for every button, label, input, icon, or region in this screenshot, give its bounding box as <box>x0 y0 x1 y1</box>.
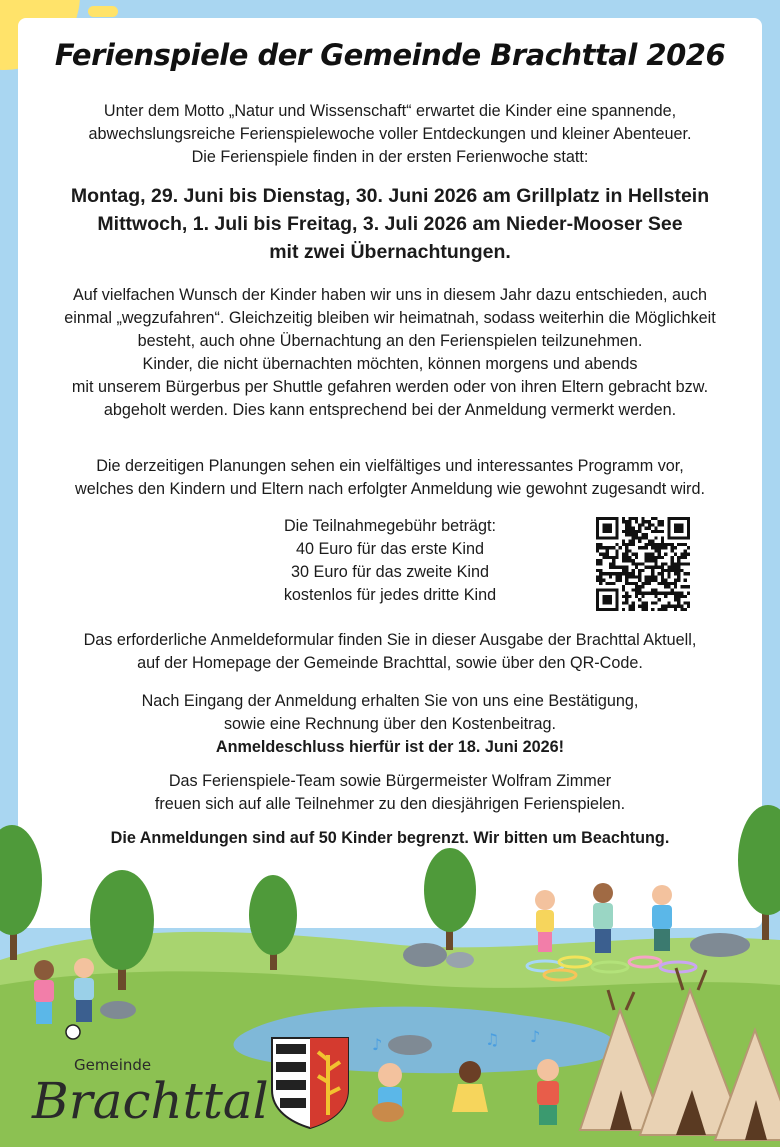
text-line: Das erforderliche Anmeldeformular finden Sie in dieser Ausgabe der Brachttal Aktuell, <box>83 631 697 649</box>
text-line: abwechslungsreiche Ferienspielewoche voller Entdeckungen und kleiner Abenteuer. <box>88 125 692 143</box>
qr-code[interactable] <box>596 517 690 611</box>
text-line: auf der Homepage der Gemeinde Brachttal, sowie über den QR-Code. <box>137 654 643 672</box>
text-line: Das Ferienspiele-Team sowie Bürgermeister Wolfram Zimmer <box>168 772 612 790</box>
text-line: Unter dem Motto „Natur und Wissenschaft“ erwartet die Kinder eine spannende, <box>103 102 677 120</box>
confirmation-paragraph <box>20 690 760 759</box>
form-paragraph <box>20 629 760 675</box>
svg-text:♪: ♪ <box>530 1027 541 1046</box>
fee-line: Die Teilnahmegebühr beträgt: <box>283 517 497 535</box>
text-line: Nach Eingang der Anmeldung erhalten Sie von uns eine Bestätigung, <box>141 692 639 710</box>
tree <box>738 805 780 940</box>
kid-figure <box>652 885 672 951</box>
info-paragraph <box>20 284 760 422</box>
kid-figure <box>593 883 613 953</box>
kid-figure <box>537 1059 559 1125</box>
text-line: Die Ferienspiele finden in der ersten Ferienwoche statt: <box>191 148 589 166</box>
gemeinde-logo <box>30 1040 270 1130</box>
svg-text:♪: ♪ <box>372 1035 383 1054</box>
fee-line: kostenlos für jedes dritte Kind <box>283 586 497 604</box>
date-line: mit zwei Übernachtungen. <box>269 241 511 263</box>
text-line: besteht, auch ohne Übernachtung an den Ferienspielen teilzunehmen. <box>137 332 643 350</box>
text-line: Auf vielfachen Wunsch der Kinder haben wir uns in diesem Jahr dazu entschieden, auch <box>72 286 708 304</box>
greeting-paragraph <box>20 770 760 816</box>
dates-block <box>20 182 760 266</box>
limit-notice: Die Anmeldungen sind auf 50 Kinder begrenzt. Wir bitten um Beachtung. <box>110 829 670 847</box>
date-line: Mittwoch, 1. Juli bis Freitag, 3. Juli 2026 am Nieder-Mooser See <box>97 213 683 235</box>
text-line: Die derzeitigen Planungen sehen ein vielfältiges und interessantes Programm vor, <box>96 457 684 475</box>
text-line: welches den Kindern und Eltern nach erfolgter Anmeldung wie gewohnt zugesandt wird. <box>75 480 705 498</box>
logo-line1: Gemeinde <box>74 1056 152 1074</box>
coat-of-arms-icon <box>272 1038 348 1128</box>
kid-figure <box>34 960 54 1024</box>
kid-figure <box>74 958 94 1022</box>
text-line: freuen sich auf alle Teilnehmer zu den diesjährigen Ferienspielen. <box>154 795 626 813</box>
date-line: Montag, 29. Juni bis Dienstag, 30. Juni 2026 am Grillplatz in Hellstein <box>70 185 710 207</box>
logo-line2: Brachttal <box>32 1072 269 1130</box>
intro-paragraph <box>20 100 760 169</box>
svg-text:♫: ♫ <box>485 1030 500 1049</box>
deadline-text: Anmeldeschluss hierfür ist der 18. Juni 2026! <box>215 738 565 756</box>
fee-line: 30 Euro für das zweite Kind <box>291 563 489 581</box>
text-line: sowie eine Rechnung über den Kostenbeitrag. <box>223 715 557 733</box>
text-line: abgeholt werden. Dies kann entsprechend bei der Anmeldung vermerkt werden. <box>103 401 677 419</box>
text-line: einmal „wegzufahren“. Gleichzeitig bleiben wir heimatnah, sodass weiterhin die Möglichkeit <box>64 309 716 327</box>
text-line: mit unserem Bürgerbus per Shuttle gefahren werden oder von ihren Eltern gebracht bzw. <box>71 378 709 396</box>
kid-figure <box>535 890 555 952</box>
program-paragraph <box>20 455 760 501</box>
fee-line: 40 Euro für das erste Kind <box>295 540 485 558</box>
fees-block <box>230 515 550 607</box>
text-line: Kinder, die nicht übernachten möchten, können morgens und abends <box>142 355 638 373</box>
tree <box>424 848 476 950</box>
page-title: Ferienspiele der Gemeinde Brachttal 2026 <box>54 38 726 72</box>
